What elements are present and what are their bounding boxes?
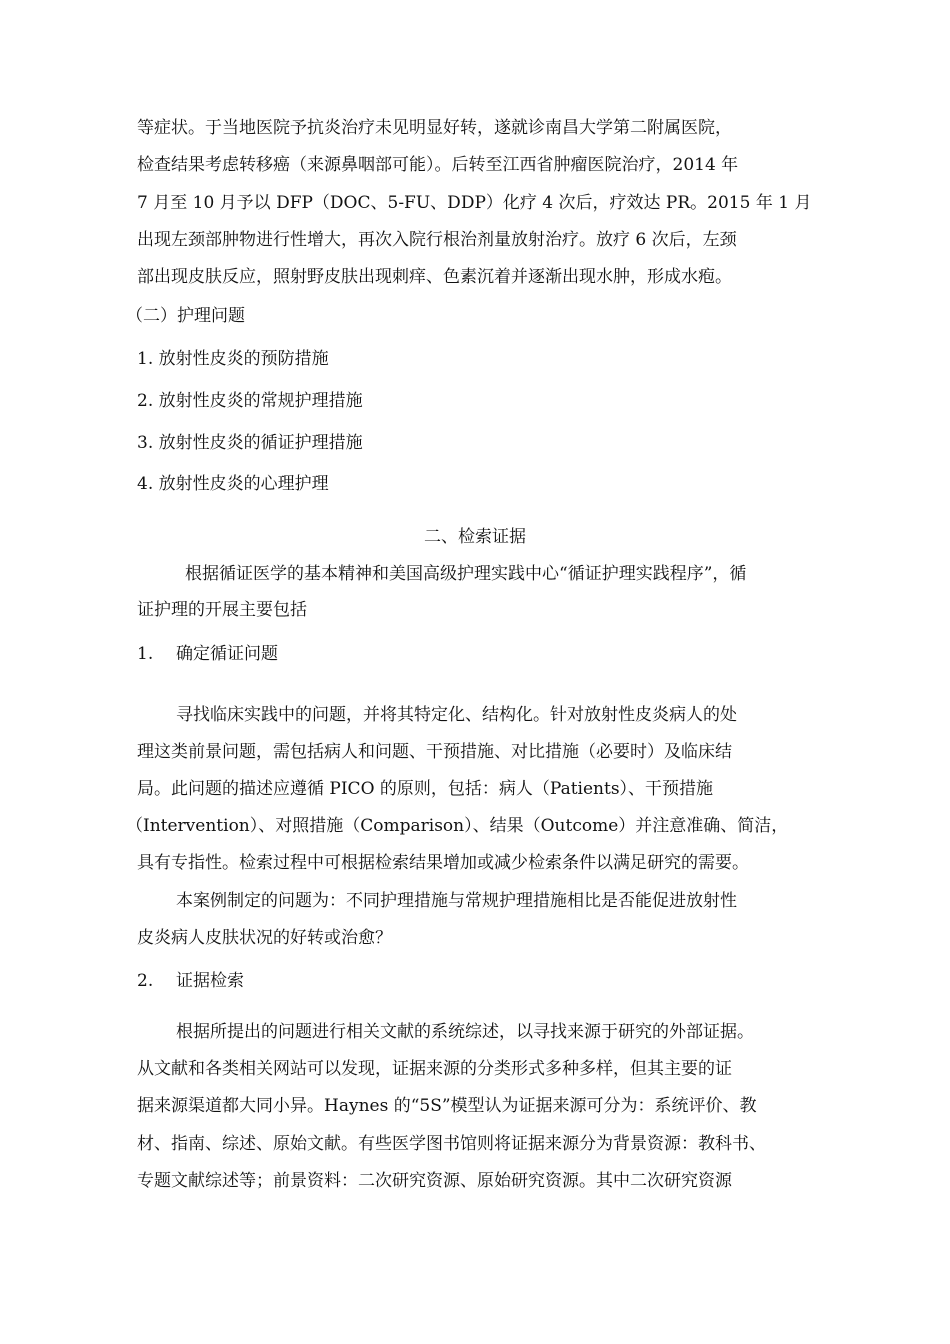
text-line: 皮炎病人皮肤状况的好转或治愈？ [137,928,392,948]
text-line: 根据循证医学的基本精神和美国高级护理实践中心“循证护理实践程序”，循 [185,564,747,584]
list-item: 4. 放射性皮炎的心理护理 [137,474,329,494]
text-line: （Intervention）、对照措施（Comparison）、结果（Outcome）并注意准确、简洁， [126,816,789,836]
text-line: 等症状。于当地医院予抗炎治疗未见明显好转，遂就诊南昌大学第二附属医院， [137,118,732,138]
step-number: 2. [137,971,154,991]
step-number: 1. [137,644,154,664]
text-line: 检查结果考虑转移癌（来源鼻咽部可能）。后转至江西省肿瘤医院治疗，2014 年 [137,155,739,175]
text-line: 具有专指性。检索过程中可根据检索结果增加或减少检索条件以满足研究的需要。 [137,853,749,873]
text-line: 部出现皮肤反应，照射野皮肤出现刺痒、色素沉着并逐渐出现水肿，形成水疱。 [137,267,732,287]
text-line: 从文献和各类相关网站可以发现，证据来源的分类形式多种多样，但其主要的证 [137,1059,732,1079]
list-item: 3. 放射性皮炎的循证护理措施 [137,433,363,453]
nursing-problems-heading: （二）护理问题 [126,306,245,326]
text-line: 根据所提出的问题进行相关文献的系统综述，以寻找来源于研究的外部证据。 [176,1022,754,1042]
step-1-heading [137,642,278,666]
step-2-heading [137,969,244,993]
list-item: 2. 放射性皮炎的常规护理措施 [137,391,363,411]
step-label: 证据检索 [176,971,244,991]
text-line: 证护理的开展主要包括 [137,600,307,620]
text-line: 局。此问题的描述应遵循 PICO 的原则，包括：病人（Patients）、干预措施 [137,779,714,799]
text-line: 专题文献综述等；前景资料：二次研究资源、原始研究资源。其中二次研究资源 [137,1171,732,1191]
list-item: 1. 放射性皮炎的预防措施 [137,349,329,369]
text-line: 理这类前景问题，需包括病人和问题、干预措施、对比措施（必要时）及临床结 [137,742,732,762]
text-line: 本案例制定的问题为：不同护理措施与常规护理措施相比是否能促进放射性 [176,891,737,911]
step-label: 确定循证问题 [176,644,278,664]
text-line: 7 月至 10 月予以 DFP（DOC、5-FU、DDP）化疗 4 次后，疗效达 PR。2015 年 1 月 [137,193,812,213]
text-line: 寻找临床实践中的问题，并将其特定化、结构化。针对放射性皮炎病人的处 [176,705,737,725]
section-title: 二、检索证据 [424,527,526,547]
text-line: 出现左颈部肿物进行性增大，再次入院行根治剂量放射治疗。放疗 6 次后，左颈 [137,230,737,250]
text-line: 材、指南、综述、原始文献。有些医学图书馆则将证据来源分为背景资源：教科书、 [137,1134,766,1154]
text-line: 据来源渠道都大同小异。Haynes 的“5S”模型认为证据来源可分为：系统评价、教 [137,1096,757,1116]
